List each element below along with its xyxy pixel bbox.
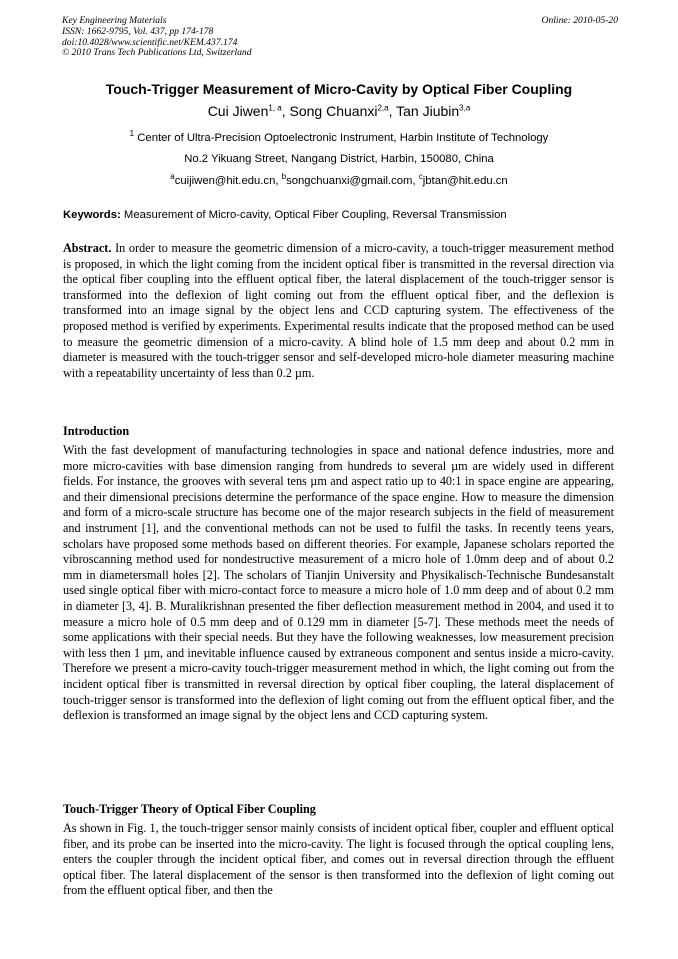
keywords-label: Keywords: bbox=[63, 209, 121, 221]
author-separator: , bbox=[281, 103, 290, 119]
author-superscript: 1, a bbox=[268, 103, 282, 113]
email-address: cuijiwen@hit.edu.cn bbox=[174, 175, 276, 187]
email-list: $^a$cuijiwen@hit.edu.cn, $^b$songchuanxi@gmail.com, $^c$jbtan@hit.edu.cn bbox=[170, 172, 508, 187]
theory-paragraph: As shown in Fig. 1, the touch-trigger sensor mainly consists of incident optical fiber, coupler and effluent optical fiber, and its probe can be inserted into the micro-cavity. The light is focused through the optical coupling lens, enters the coupler through the incident optical fiber, and comes out in reversal direction through the effluent optical fiber. The lateral displacement of the sensor is then transformed into the deflexion of light coming out from the effluent optical fiber, and then the bbox=[63, 821, 614, 898]
keywords-text: Measurement of Micro-cavity, Optical Fiber Coupling, Reversal Transmission bbox=[123, 209, 507, 221]
email-address: jbtan@hit.edu.cn bbox=[422, 175, 508, 187]
keywords-line bbox=[63, 208, 619, 222]
abstract-text: In order to measure the geometric dimension of a micro-cavity, a touch-trigger measurement method is proposed, in which the light coming from the incident optical fiber is transmitted in the reversal direction via the optical fiber coupling into the effluent optical fiber, the lateral displacement of the touch-trigger sensor is transformed into the deflexion of light coming out from the effluent optical fiber, and the deflexion is transformed into an image signal by the object lens and CCD capturing system. The effectiveness of the proposed method is verified by experiments. Experimental results indicate that the proposed method can be used to measure the geometric dimension of a micro-cavity. A blind hole of 1.5 mm deep and about 0.2 mm in diameter is measured with the touch-trigger sensor and self-developed micro-hole diameter measuring machine with a repeatability uncertainty of less than 0.2 µm. bbox=[63, 241, 615, 380]
paper-title: Touch-Trigger Measurement of Micro-Cavity by Optical Fiber Coupling bbox=[105, 81, 573, 97]
author-name: Tan Jiubin bbox=[396, 103, 460, 119]
affiliation-institution: Center of Ultra-Precision Optoelectronic Instrument, Harbin Institute of Technology bbox=[137, 132, 549, 144]
copyright-line: © 2010 Trans Tech Publications Ltd, Switzerland bbox=[62, 47, 252, 59]
journal-name: Key Engineering Materials bbox=[62, 15, 167, 26]
introduction-paragraph: With the fast development of manufacturing technologies in space and national defence industries, more and more micro-cavities with base dimension ranging from hundreds to several µm are widely used in different fields. For instance, the grooves with several tens µm and aspect ratio up to 40:1 in space engine are appearing, and their dimensional precisions determine the performance of the space engine. How to measure the dimension and form of a micro-scale structure has become one of the major research subjects in the field of measurement and instrument [1], and the conventional methods can not be used to fulfil the tasks. In recently teens years, scholars have proposed some methods based on different theories. For example, Japanese scholars reported the vibroscanning method used for nondestructive measurement of a micro hole of 1.0mm deep and of about 0.2 mm in diametersmall holes [2]. The scholars of Tianjin University and Physikalisch-Technische Bundesanstalt used single optical fiber with micro-contact force to measure a micro hole of 1.0 mm deep and of about 0.2 mm in diameter [3, 4]. B. Muralikrishnan presented the fiber deflection measurement method in 2004, and used it to measure a micro hole of 0.5 mm deep and of 0.129 mm in diameter [5-7]. These methods meet the needs of some applications with their special needs. But they have the following weaknesses, low measurement precision with less then 1 µm, and inevitable influence caused by extraneous component and sentus inside a micro-cavity. Therefore we present a micro-cavity touch-trigger measurement method in which, the light coming out from the incident optical fiber is transmitted in reversal direction by optical fiber coupling, the lateral displacement of touch-trigger sensor is transformed into the deflexion of light coming out from the effluent optical fiber, and the deflexion is transformed an image signal by the object lens and CCD capturing system. bbox=[63, 443, 614, 723]
abstract-label: Abstract. bbox=[63, 241, 112, 255]
doi-line: doi:10.4028/www.scientific.net/KEM.437.174 bbox=[62, 36, 238, 48]
author-name: Cui Jiwen bbox=[207, 103, 269, 119]
author-superscript: 3,a bbox=[459, 103, 471, 113]
section-heading-theory: Touch-Trigger Theory of Optical Fiber Coupling bbox=[63, 802, 316, 816]
email-superscript: a bbox=[170, 172, 175, 182]
issn-line: ISSN: 1662-9795, Vol. 437, pp 174-178 bbox=[62, 25, 214, 37]
author-separator: , bbox=[388, 103, 397, 119]
author-superscript: 2,a bbox=[377, 103, 389, 113]
affiliation-line-2: No.2 Yikuang Street, Nangang District, Harbin, 150080, China bbox=[184, 153, 494, 165]
email-superscript: c bbox=[418, 172, 423, 182]
email-address: songchuanxi@gmail.com bbox=[286, 175, 413, 187]
author-list bbox=[40, 103, 638, 120]
abstract-paragraph bbox=[63, 241, 614, 381]
author-name: Song Chuanxi bbox=[289, 103, 378, 119]
online-date: Online: 2010-05-20 bbox=[541, 15, 618, 26]
email-superscript: b bbox=[281, 172, 287, 182]
introduction-heading: Introduction bbox=[63, 424, 130, 438]
affiliation-line-1 bbox=[40, 131, 638, 145]
journal-metadata bbox=[62, 16, 618, 59]
affiliation-superscript: 1 bbox=[129, 129, 135, 139]
